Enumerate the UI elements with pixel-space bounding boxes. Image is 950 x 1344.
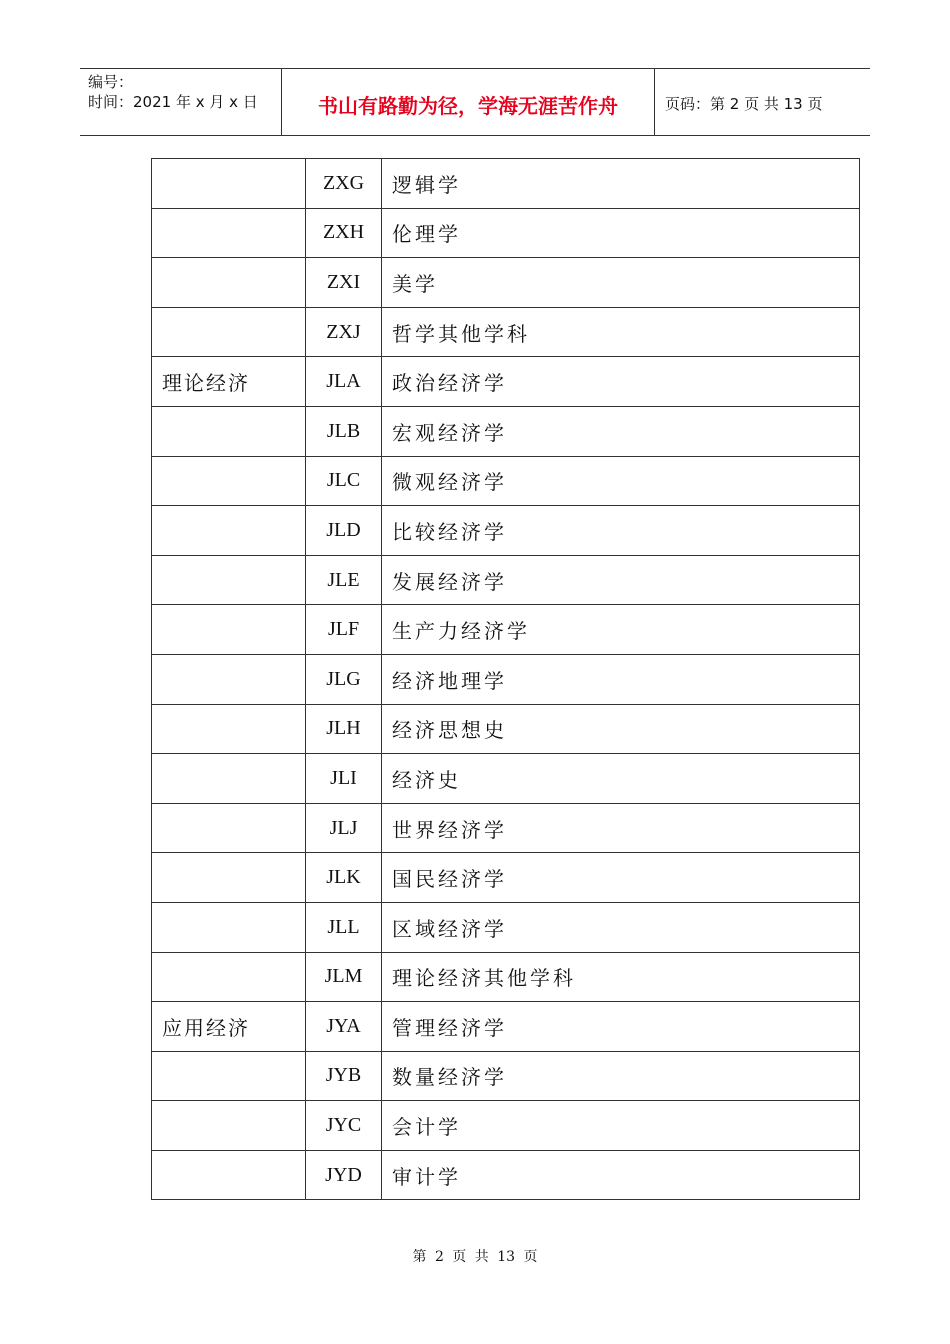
- code-cell: JLM: [306, 952, 382, 1002]
- code-cell: JYD: [306, 1150, 382, 1200]
- category-cell: [152, 803, 306, 853]
- table-row: [152, 1101, 860, 1151]
- subject-name-cell: 美学: [382, 258, 860, 308]
- code-cell: JLD: [306, 506, 382, 556]
- subject-name-cell: 微观经济学: [382, 456, 860, 506]
- category-cell: [152, 605, 306, 655]
- subject-name-cell: 发展经济学: [382, 555, 860, 605]
- table-row: [152, 1002, 860, 1052]
- table-row: [152, 406, 860, 456]
- subject-name-cell: 世界经济学: [382, 803, 860, 853]
- category-cell: 应用经济: [152, 1002, 306, 1052]
- subject-name-cell: 数量经济学: [382, 1051, 860, 1101]
- header-motto: 书山有路勤为径，学海无涯苦作舟: [282, 69, 655, 135]
- table-body: [152, 159, 860, 1200]
- subject-name-cell: 哲学其他学科: [382, 307, 860, 357]
- table-row: [152, 605, 860, 655]
- category-cell: [152, 208, 306, 258]
- code-cell: JLJ: [306, 803, 382, 853]
- category-cell: [152, 406, 306, 456]
- subject-name-cell: 经济地理学: [382, 654, 860, 704]
- category-cell: [152, 654, 306, 704]
- code-cell: JYA: [306, 1002, 382, 1052]
- table-row: [152, 853, 860, 903]
- subject-name-cell: 伦理学: [382, 208, 860, 258]
- header-page-info: 页码：第 2 页 共 13 页: [665, 94, 823, 113]
- code-cell: ZXG: [306, 159, 382, 209]
- table-row: [152, 307, 860, 357]
- category-cell: [152, 506, 306, 556]
- code-cell: JLI: [306, 754, 382, 804]
- category-cell: [152, 159, 306, 209]
- code-cell: JLE: [306, 555, 382, 605]
- table-row: [152, 704, 860, 754]
- subject-name-cell: 理论经济其他学科: [382, 952, 860, 1002]
- header-meta: [80, 69, 282, 135]
- table-row: [152, 803, 860, 853]
- subject-name-cell: 审计学: [382, 1150, 860, 1200]
- code-cell: ZXH: [306, 208, 382, 258]
- code-cell: JLH: [306, 704, 382, 754]
- code-cell: JYB: [306, 1051, 382, 1101]
- table-row: [152, 555, 860, 605]
- code-cell: JLL: [306, 902, 382, 952]
- category-cell: [152, 307, 306, 357]
- code-cell: ZXJ: [306, 307, 382, 357]
- category-cell: [152, 952, 306, 1002]
- table-row: [152, 258, 860, 308]
- subject-name-cell: 国民经济学: [382, 853, 860, 903]
- table-row: [152, 456, 860, 506]
- subject-name-cell: 政治经济学: [382, 357, 860, 407]
- table-row: [152, 952, 860, 1002]
- category-cell: [152, 1101, 306, 1151]
- table-row: [152, 654, 860, 704]
- code-cell: JLA: [306, 357, 382, 407]
- code-cell: JLG: [306, 654, 382, 704]
- subject-name-cell: 经济思想史: [382, 704, 860, 754]
- category-cell: 理论经济: [152, 357, 306, 407]
- table-row: [152, 1051, 860, 1101]
- code-cell: JLC: [306, 456, 382, 506]
- table-row: [152, 1150, 860, 1200]
- category-cell: [152, 853, 306, 903]
- subject-code-table: [151, 158, 860, 1200]
- category-cell: [152, 754, 306, 804]
- category-cell: [152, 1051, 306, 1101]
- category-cell: [152, 704, 306, 754]
- table-row: [152, 208, 860, 258]
- page-footer: 第 2 页 共 13 页: [412, 1249, 538, 1265]
- table-row: [152, 357, 860, 407]
- table-row: [152, 506, 860, 556]
- category-cell: [152, 258, 306, 308]
- page-header: [80, 68, 870, 136]
- code-cell: JYC: [306, 1101, 382, 1151]
- subject-name-cell: 宏观经济学: [382, 406, 860, 456]
- subject-name-cell: 经济史: [382, 754, 860, 804]
- subject-name-cell: 比较经济学: [382, 506, 860, 556]
- category-cell: [152, 456, 306, 506]
- table-row: [152, 902, 860, 952]
- code-cell: ZXI: [306, 258, 382, 308]
- subject-name-cell: 逻辑学: [382, 159, 860, 209]
- category-cell: [152, 555, 306, 605]
- table-row: [152, 754, 860, 804]
- subject-name-cell: 会计学: [382, 1101, 860, 1151]
- category-cell: [152, 1150, 306, 1200]
- code-cell: JLK: [306, 853, 382, 903]
- category-cell: [152, 902, 306, 952]
- time-label: 时间：2021 年 x 月 x 日: [88, 93, 258, 111]
- table-row: [152, 159, 860, 209]
- number-label: 编号：: [88, 73, 134, 91]
- code-cell: JLB: [306, 406, 382, 456]
- subject-name-cell: 管理经济学: [382, 1002, 860, 1052]
- subject-name-cell: 区域经济学: [382, 902, 860, 952]
- code-cell: JLF: [306, 605, 382, 655]
- subject-name-cell: 生产力经济学: [382, 605, 860, 655]
